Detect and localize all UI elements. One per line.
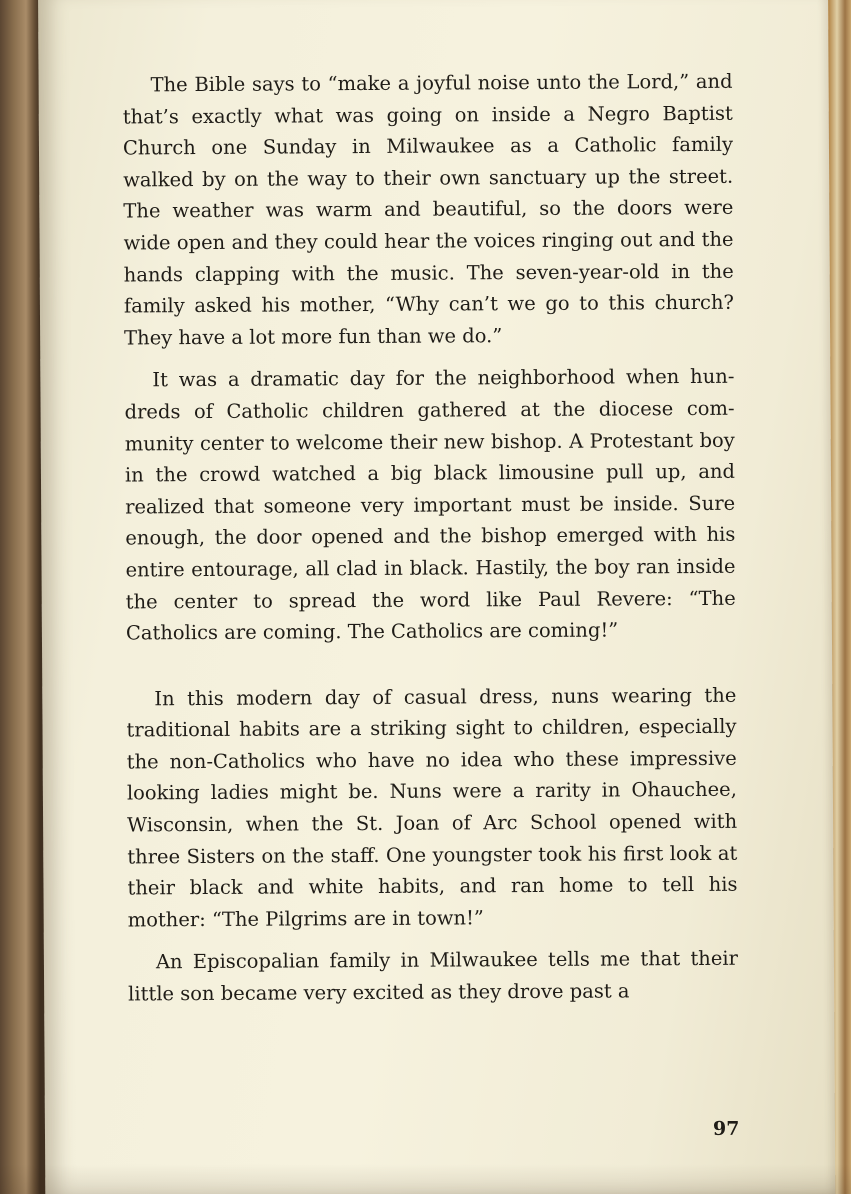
paragraph-nuns-pilgrims: In this modern day of casual dress, nuns wearing the traditional habits are a striking sight to children, especially the non-Catholics who have no idea who these impressive looking ladies might be. Nuns were a rarity in Ohauchee, Wisconsin, when the St. Joan of Arc School opened with three Sisters on the staff. One youngster took his first look at their black and white habits, and ran home to tell his mother: “The Pilgrims are in town!”: [126, 683, 738, 932]
book-page: [38, 0, 835, 1194]
paragraph-new-bishop: It was a dramatic day for the neighborhood when hundreds of Catholic children gathered at the diocese community center to welcome their new bishop. A Protestant boy in the crowd watched a big black limousine pull up, and realized that someone very important must be inside. Sure enough, the door opened and the bishop emerged with his entire entourage, all clad in black. Hastily, the boy ran inside the center to spread the word like Paul Revere: “The Catholics are coming. The Catholics are coming!”: [124, 365, 736, 645]
page-body-text: [122, 66, 738, 1021]
paragraph-episcopalian-family: An Episcopalian family in Milwaukee tells me that their little son became very excited as they drove past a: [128, 947, 739, 1006]
paragraph-joyful-noise: The Bible says to “make a joyful noise unto the Lord,” and that’s exactly what was going on inside a Negro Baptist Church one Sunday in Milwaukee as a Catholic family walked by on the way to their own sanctuary up the street. The weather was warm and beautiful, so the doors were wide open and they could hear the voices ringing out and the hands clapping with the music. The seven-year-old in the family asked his mother, “Why can’t we go to this church? They have a lot more fun than we do.”: [122, 69, 734, 350]
page-number: 97: [712, 1117, 740, 1140]
